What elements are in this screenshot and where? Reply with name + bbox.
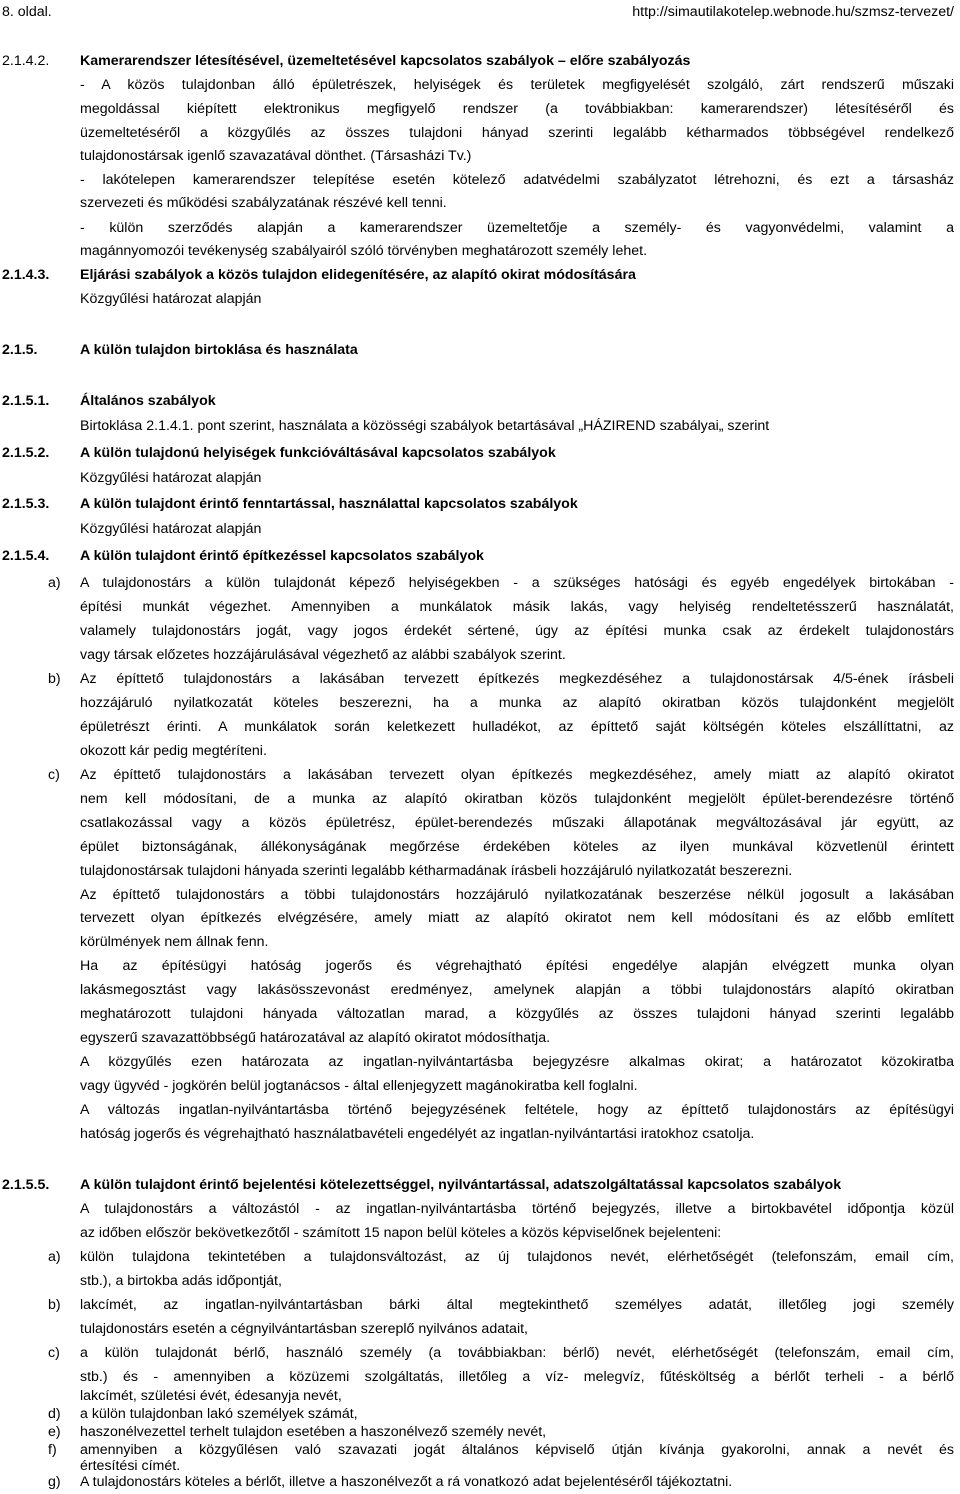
paragraph-line: az időben először bekövetkezőtől - számított 15 napon belül köteles a közös képviselőnek bejelenteni: [80, 1225, 722, 1241]
list-marker: d) [48, 1406, 61, 1422]
list-item-line: A tulajdonostárs köteles a bérlőt, illetve a haszonélvezőt a rá vonatkozó adat bejelentéséről tájékoztatni. [80, 1474, 733, 1490]
paragraph-line: csatlakozással vagy a közös épületrész, épület-berendezés műszaki állapotának megváltozásával jár együtt, az [80, 815, 954, 831]
paragraph-line: valamely tulajdonostárs jogát, vagy jogos érdekét sértené, úgy az építési munka csak az érdekelt tulajdonostárs [80, 623, 954, 639]
paragraph-line: vagy társak előzetes hozzájárulásával végezhető az alábbi szabályok szerint. [80, 647, 566, 663]
list-item-line: a külön tulajdonban lakó személyek számát, [80, 1406, 358, 1422]
paragraph-line: hozzájáruló nyilatkozatát köteles beszerezni, ha a munka az alapító okiratban közös tulajdonként megjelölt [80, 695, 954, 711]
paragraph-line: A változás ingatlan-nyilvántartásba történő bejegyzésének feltétele, hogy az építtető tulajdonostárs az építésügyi [80, 1102, 954, 1118]
section-title: A külön tulajdon birtoklása és használata [80, 342, 358, 358]
section-number: 2.1.5.3. [2, 496, 50, 512]
paragraph-line: A tulajdonostárs a változástól - az ingatlan-nyilvántartásba történő bejegyzés, illetve a birtokbavétel időpontja közül [80, 1201, 954, 1217]
list-item-line: tulajdonostárs esetén a cégnyilvántartásban szereplő nyilvános adatait, [80, 1321, 528, 1337]
paragraph-line: Az építtető tulajdonostárs a lakásában tervezett építkezés megkezdéséhez a tulajdonostársak 4/5-ének írásbeli [80, 671, 954, 687]
section-note: Közgyűlési határozat alapján [80, 521, 262, 537]
list-marker: c) [48, 767, 60, 783]
paragraph-line: tervezett olyan építkezés elvégzésére, amely miatt az alapító okiratot nem kell módosítani és az előbb említett [80, 910, 954, 926]
list-item-line: lakcímét, születési évét, édesanyja nevét, [80, 1388, 342, 1404]
paragraph-line: épületrészt érinti. A munkálatok során keletkezett hulladékot, az építtető saját költségén köteles elszállíttatni, az [80, 719, 954, 735]
paragraph-line: A közgyűlés ezen határozata az ingatlan-nyilvántartásba bejegyzésre alkalmas okirat; a határozatot közokiratba [80, 1054, 954, 1070]
section-number: 2.1.4.3. [2, 267, 50, 283]
section-number: 2.1.5.2. [2, 445, 50, 461]
paragraph-line: magánnyomozói tevékenység szabályairól szóló törvényben meghatározott személy lehet. [80, 243, 648, 259]
list-item-line: haszonélvezettel terhelt tulajdon esetében a haszonélvező személy nevét, [80, 1424, 547, 1440]
paragraph-line: okozott kár pedig megtéríteni. [80, 743, 267, 759]
paragraph-line: - A közös tulajdonban álló épületrészek, helyiségek és területek megfigyelését szolgáló, zárt rendszerű műszaki [80, 77, 954, 93]
paragraph-line: egyszerű szavazattöbbségű határozatával az alapító okiratot módosíthatja. [80, 1030, 551, 1046]
paragraph-line: épület biztonságának, állékonyságának megőrzése érdekében köteles az ilyen munkával közvetlenül érintett [80, 839, 954, 855]
paragraph-line: - külön szerződés alapján a kamerarendszer üzemeltetője a személy- és vagyonvédelmi, valamint a [80, 220, 954, 236]
paragraph-line: - lakótelepen kamerarendszer telepítése esetén kötelező adatvédelmi szabályzatot létrehozni, és ezt a társasház [80, 172, 954, 188]
section-number: 2.1.4.2. [2, 53, 50, 69]
paragraph-line: A tulajdonostárs a külön tulajdonát képező helyiségekben - a szükséges hatósági és egyéb engedélyek birtokában - [80, 575, 954, 591]
paragraph-line: Az építtető tulajdonostárs a lakásában tervezett olyan építkezés megkezdéséhez, amely miatt az alapító okiratot [80, 767, 954, 783]
list-marker: b) [48, 1297, 61, 1313]
list-marker: a) [48, 575, 61, 591]
list-marker: c) [48, 1345, 60, 1361]
paragraph-line: Ha az építésügyi hatóság jogerős és végrehajtható építési engedélye alapján elvégzett munka olyan [80, 958, 954, 974]
list-marker: a) [48, 1249, 61, 1265]
paragraph-line: Az építtető tulajdonostárs a többi tulajdonostárs hozzájáruló nyilatkozatának beszerzése nélkül jogosult a lakásában [80, 887, 954, 903]
paragraph-line: körülmények nem állnak fenn. [80, 934, 269, 950]
section-note: Közgyűlési határozat alapján [80, 291, 262, 307]
paragraph-line: megoldással kiépített elektronikus megfigyelő rendszer (a továbbiakban: kamerarendszer) létesítéséről és [80, 101, 954, 117]
section-note: Birtoklása 2.1.4.1. pont szerint, használata a közösségi szabályok betartásával „HÁZIREND szabályai„ szerint [80, 418, 770, 434]
list-marker: b) [48, 671, 61, 687]
section-number: 2.1.5.5. [2, 1177, 50, 1193]
section-title: A külön tulajdont érintő bejelentési kötelezettséggel, nyilvántartással, adatszolgáltatással kapcsolatos szabályok [80, 1177, 842, 1193]
list-item-line: értesítési címét. [80, 1458, 181, 1474]
section-number: 2.1.5.1. [2, 393, 50, 409]
paragraph-line: meghatározott tulajdoni hányada változatlan marad, a közgyűlés az összes tulajdoni hányad szerinti legalább [80, 1006, 954, 1022]
list-item-line: lakcímét, az ingatlan-nyilvántartásban bárki által megtekinthető személyes adatát, illetőleg jogi személy [80, 1297, 954, 1313]
section-number: 2.1.5.4. [2, 548, 50, 564]
list-item-line: a külön tulajdonát bérlő, használó személy (a továbbiakban: bérlő) nevét, elérhetőségét (telefonszám, email cím, [80, 1345, 954, 1361]
paragraph-line: tulajdonostársak tulajdoni hányada szerinti legalább kétharmadának írásbeli hozzájáruló nyilatkozatát beszerezni. [80, 863, 793, 879]
section-title: Általános szabályok [80, 393, 216, 409]
list-item-line: amennyiben a közgyűlésen való szavazati jogát általános képviselő útján kívánja gyakorolni, annak a nevét és [80, 1442, 954, 1458]
list-item-line: külön tulajdona tekintetében a tulajdonsváltozást, az új tulajdonos nevét, elérhetőségét (telefonszám, email cím, [80, 1249, 954, 1265]
paragraph-line: hatóság jogerős és végrehajtható használatbavételi engedélyét az ingatlan-nyilvántartási iratokhoz csatolja. [80, 1126, 755, 1142]
list-item-line: stb.) és - amennyiben a közüzemi szolgáltatás, illetőleg a víz- melegvíz, fűtésköltség a bérlőt terheli - a bérlő [80, 1369, 954, 1385]
section-title: Kamerarendszer létesítésével, üzemeltetésével kapcsolatos szabályok – előre szabályozás [80, 53, 691, 69]
section-title: A külön tulajdonú helyiségek funkcióváltásával kapcsolatos szabályok [80, 445, 556, 461]
section-title: A külön tulajdont érintő fenntartással, használattal kapcsolatos szabályok [80, 496, 578, 512]
paragraph-line: szervezeti és működési szabályzatának részévé kell tenni. [80, 195, 447, 211]
page-number: 8. oldal. [2, 4, 52, 20]
source-url[interactable]: http://simautilakotelep.webnode.hu/szmsz-tervezet/ [632, 4, 954, 20]
section-note: Közgyűlési határozat alapján [80, 470, 262, 486]
paragraph-line: lakásmegosztást vagy lakásösszevonást eredményez, amelynek alapján a többi tulajdonostárs alapító okiratban [80, 982, 954, 998]
paragraph-line: építési munkát végezhet. Amennyiben a munkálatok másik lakás, vagy helyiség rendeltetésszerű használatát, [80, 599, 954, 615]
section-number: 2.1.5. [2, 342, 38, 358]
paragraph-line: üzemeltetéséről a közgyűlés az összes tulajdoni hányad szerinti legalább kétharmados többségével rendelkező [80, 125, 954, 141]
page-header [0, 4, 954, 24]
paragraph-line: vagy ügyvéd - jogkörén belül jogtanácsos - által ellenjegyzett magánokiratba kell foglalni. [80, 1078, 638, 1094]
list-marker: g) [48, 1474, 61, 1490]
list-marker: f) [48, 1442, 57, 1458]
list-item-line: stb.), a birtokba adás időpontját, [80, 1273, 282, 1289]
section-title: Eljárási szabályok a közös tulajdon elidegenítésére, az alapító okirat módosítására [80, 267, 636, 283]
section-title: A külön tulajdont érintő építkezéssel kapcsolatos szabályok [80, 548, 484, 564]
paragraph-line: nem kell módosítani, de a munka az alapító okiratban közös tulajdonként megjelölt épület-berendezésre történő [80, 791, 954, 807]
list-marker: e) [48, 1424, 61, 1440]
paragraph-line: tulajdonostársak igenlő szavazatával dönthet. (Társasházi Tv.) [80, 148, 472, 164]
